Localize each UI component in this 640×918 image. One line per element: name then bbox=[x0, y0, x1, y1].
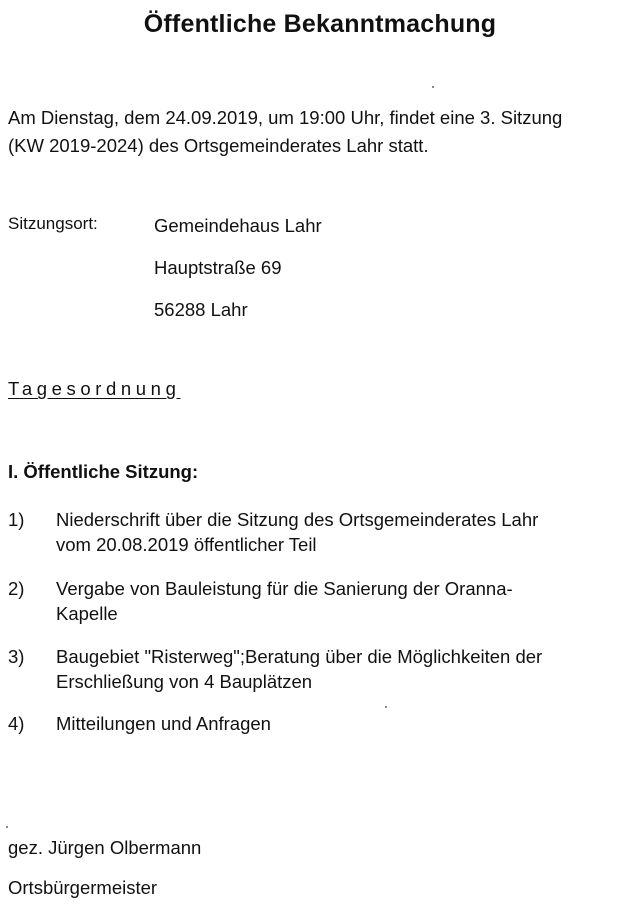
signatory-role: Ortsbürgermeister bbox=[8, 877, 158, 898]
location-label: Sitzungsort: bbox=[8, 214, 98, 233]
agenda-item-number: 2) bbox=[8, 578, 25, 599]
page-title: Öffentliche Bekanntmachung bbox=[143, 10, 497, 38]
agenda-item-number: 3) bbox=[8, 646, 25, 667]
agenda-heading: Tagesordnung bbox=[8, 378, 181, 399]
intro-paragraph bbox=[8, 104, 628, 160]
location-address bbox=[154, 213, 322, 339]
agenda-item-text bbox=[56, 576, 616, 626]
location-city: 56288 Lahr bbox=[154, 299, 248, 320]
agenda-item-text bbox=[56, 711, 616, 736]
intro-line-2: (KW 2019-2024) des Ortsgemeinderates Lahr statt. bbox=[8, 135, 429, 156]
agenda-item-line: vom 20.08.2019 öffentlicher Teil bbox=[56, 534, 317, 555]
section-heading: I. Öffentliche Sitzung: bbox=[8, 461, 199, 482]
agenda-item-line: Vergabe von Bauleistung für die Sanierung der Oranna- bbox=[56, 578, 513, 599]
agenda-item-line: Erschließung von 4 Bauplätzen bbox=[56, 671, 313, 692]
agenda-item-line: Baugebiet "Risterweg";Beratung über die Möglichkeiten der bbox=[56, 646, 543, 667]
signature: gez. Jürgen Olbermann bbox=[8, 837, 202, 858]
agenda-item-number: 1) bbox=[8, 509, 25, 530]
scan-speck bbox=[6, 826, 8, 828]
scan-speck bbox=[385, 706, 387, 708]
agenda-item-text bbox=[56, 644, 616, 694]
scan-speck bbox=[432, 86, 434, 88]
agenda-item-line: Kapelle bbox=[56, 603, 118, 624]
location-street: Hauptstraße 69 bbox=[154, 257, 282, 278]
agenda-item-line: Mitteilungen und Anfragen bbox=[56, 713, 271, 734]
agenda-item-number: 4) bbox=[8, 713, 25, 734]
intro-line-1: Am Dienstag, dem 24.09.2019, um 19:00 Uhr, findet eine 3. Sitzung bbox=[8, 107, 563, 128]
agenda-item-text bbox=[56, 507, 616, 557]
agenda-item-line: Niederschrift über die Sitzung des Ortsgemeinderates Lahr bbox=[56, 509, 539, 530]
location-venue: Gemeindehaus Lahr bbox=[154, 215, 322, 236]
